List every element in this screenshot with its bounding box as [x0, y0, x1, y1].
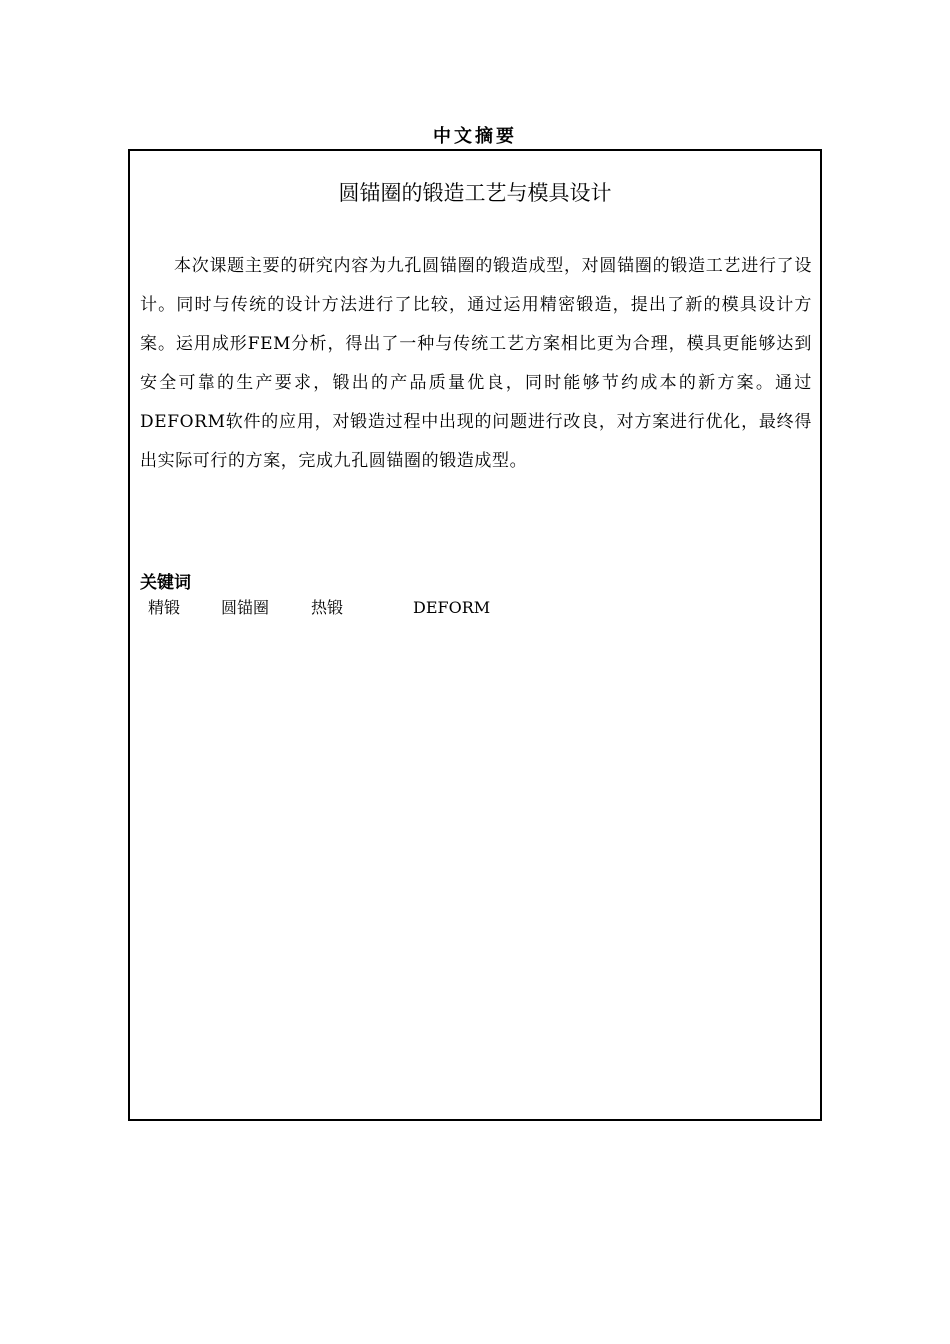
keyword: 热锻	[311, 598, 344, 617]
keywords-heading: 关键词	[140, 573, 191, 593]
keyword: 精锻	[148, 598, 181, 617]
keyword: 圆锚圈	[221, 598, 270, 617]
abstract-box	[128, 149, 822, 1121]
abstract-body: 本次课题主要的研究内容为九孔圆锚圈的锻造成型，对圆锚圈的锻造工艺进行了设计。同时与传统的设计方法进行了比较，通过运用精密锻造，提出了新的模具设计方案。运用成形FEM分析，得出了一种与传统工艺方案相比更为合理，模具更能够达到安全可靠的生产要求，锻出的产品质量优良，同时能够节约成本的新方案。通过DEFORM软件的应用，对锻造过程中出现的问题进行改良，对方案进行优化，最终得出实际可行的方案，完成九孔圆锚圈的锻造成型。	[140, 256, 812, 471]
page-heading: 中文摘要	[433, 126, 517, 147]
keyword: DEFORM	[413, 598, 491, 617]
thesis-title: 圆锚圈的锻造工艺与模具设计	[338, 181, 612, 205]
